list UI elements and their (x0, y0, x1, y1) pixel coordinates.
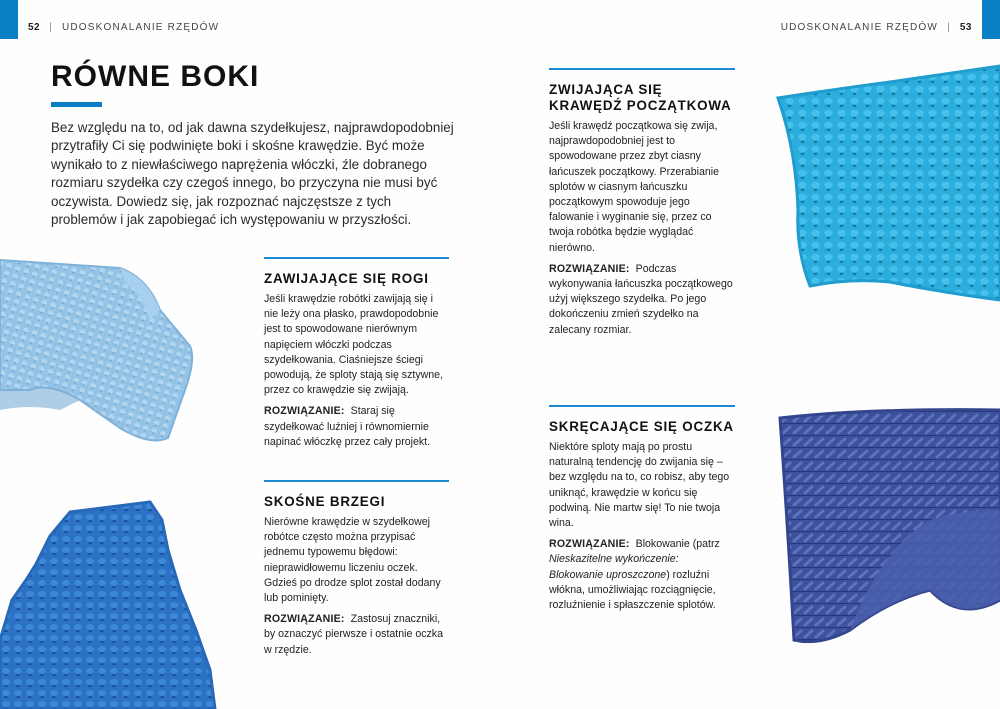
title-underline (51, 102, 102, 107)
twisting-stitches-swatch-image (770, 400, 1000, 650)
curling-corners-swatch-image (0, 250, 200, 450)
intro-paragraph: Bez względu na to, od jak dawna szydełkujesz, najprawdopodobniej przytrafiły Ci się podwinięte boki i skośne krawędzie. Być może wynikało to z niewłaściwego naprężenia włóczki, źle dobranego rozmiaru szydełka czy czegoś innego, bo przyczyna nie musi być oczywista. Dowiedz się, jak rozpoznać najczęstsze z tych problemów i jak zapobiegać ich występowaniu w przyszłości. (51, 120, 454, 228)
separator: | (49, 22, 53, 33)
solution-label: ROZWIĄZANIE: (264, 405, 345, 418)
section-rule (264, 480, 449, 482)
section-solution (264, 612, 449, 658)
solution-reference: Nieskazitelne wykończenie: Blokowanie uproszczone (549, 553, 679, 581)
solution-text: Zastosuj znaczniki, by oznaczyć pierwsze i ostatnie oczka w rzędzie. (264, 613, 443, 656)
section-solution (549, 262, 735, 338)
section-title: ZWIJAJĄCA SIĘ KRAWĘDŹ POCZĄTKOWA (549, 82, 732, 113)
section-curling-corners (264, 257, 449, 456)
running-head-right (781, 22, 972, 33)
chapter-title-right: UDOSKONALANIE RZĘDÓW (780, 22, 939, 33)
curling-foundation-swatch-image (770, 60, 1000, 310)
page-tab-right (982, 0, 1000, 39)
section-slanted-edges (264, 480, 449, 664)
slanted-edges-swatch-image (0, 490, 240, 709)
solution-label: ROZWIĄZANIE: (264, 613, 345, 626)
section-body: Nierówne krawędzie w szydełkowej robótce często można przypisać jednemu typowemu błędowi: nieprawidłowemu liczeniu oczek. Gdzieś po drodze splot został dodany lub pominięty. (264, 516, 441, 605)
solution-text-pre: Blokowanie (patrz (635, 538, 720, 551)
page-number-left: 52 (28, 22, 41, 33)
section-body: Niektóre sploty mają po prostu naturalną tendencję do zwijania się – bez względu na to, co robisz, aby tego uniknąć, krawędzie w końcu się podwiną. Nie martw się! To nie twoja wina. (549, 441, 730, 530)
section-title: ZAWIJAJĄCE SIĘ ROGI (264, 271, 429, 286)
section-solution (549, 537, 735, 613)
section-twisting-stitches (549, 405, 735, 619)
section-rule (549, 68, 735, 70)
solution-text: Podczas wykonywania łańcuszka początkowego użyj większego szydełka. Po jego dokończeniu zmień szydełko na zalecany rozmiar. (549, 262, 733, 336)
chapter-title-left: UDOSKONALANIE RZĘDÓW (61, 22, 220, 33)
section-solution (264, 404, 449, 450)
page-number-right: 53 (959, 22, 972, 33)
solution-label: ROZWIĄZANIE: (549, 538, 630, 551)
section-rule (264, 257, 449, 259)
section-title: SKRĘCAJĄCE SIĘ OCZKA (549, 419, 734, 434)
page-title: RÓWNE BOKI (51, 60, 260, 93)
section-body: Jeśli krawędzie robótki zawijają się i nie leży ona płasko, prawdopodobnie jest to spowodowane nierównym napięciem włóczki podczas szydełkowania. Ciaśniejsze ściegi powodują, że sploty stają się sztywne, przez co krawędzie się zwijają. (264, 293, 444, 397)
solution-text-post: ) rozluźni włókna, umożliwiając rozciągnięcie, rozluźnienie i spłaszczenie splotów. (549, 568, 716, 612)
solution-label: ROZWIĄZANIE: (549, 262, 630, 275)
running-head-left (28, 22, 219, 33)
page-tab-left (0, 0, 18, 39)
section-body: Jeśli krawędź początkowa się zwija, najprawdopodobniej jest to spowodowane przez zbyt ciasny łańcuszek początkowy. Przerabianie splotów w ciasnym łańcuszku początkowym spowoduje jego falowanie i wyginanie się, przez co twoja robótka będzie wyglądać nierówno. (549, 120, 719, 254)
section-curling-foundation (549, 68, 735, 344)
separator: | (947, 22, 951, 33)
section-rule (549, 405, 735, 407)
section-title: SKOŚNE BRZEGI (264, 494, 386, 509)
solution-text: Staraj się szydełkować luźniej i równomiernie napinać włóczkę przez cały projekt. (264, 405, 431, 448)
